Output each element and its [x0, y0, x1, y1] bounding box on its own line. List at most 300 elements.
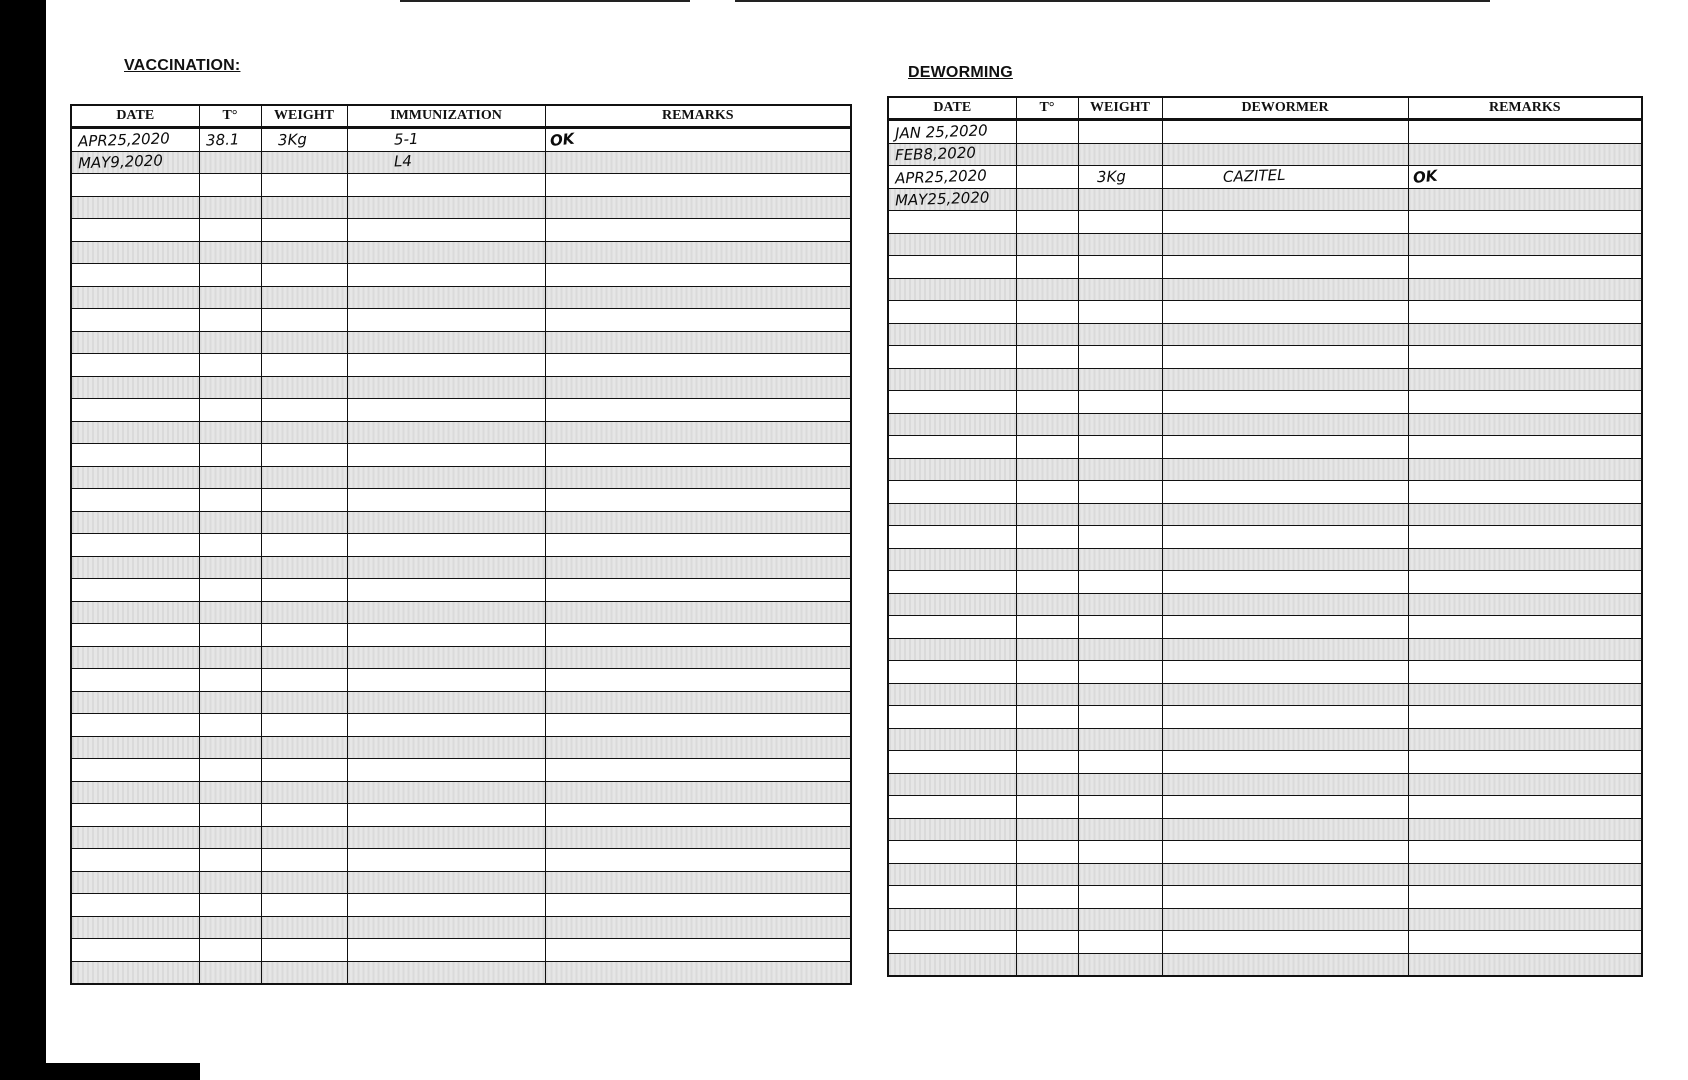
temperature-cell[interactable] [199, 916, 261, 939]
temperature-cell[interactable] [1016, 751, 1078, 774]
remarks-cell[interactable] [1408, 233, 1642, 256]
date-cell[interactable] [888, 256, 1016, 279]
dewormer-cell[interactable] [1162, 368, 1408, 391]
immunization-cell[interactable] [347, 511, 545, 534]
date-cell[interactable] [71, 781, 199, 804]
date-cell[interactable] [888, 188, 1016, 211]
temperature-cell[interactable] [199, 849, 261, 872]
weight-cell[interactable] [261, 174, 347, 197]
weight-cell[interactable] [1078, 908, 1162, 931]
dewormer-cell[interactable] [1162, 863, 1408, 886]
temperature-cell[interactable] [1016, 706, 1078, 729]
temperature-cell[interactable] [199, 556, 261, 579]
temperature-cell[interactable] [199, 961, 261, 984]
date-cell[interactable] [888, 638, 1016, 661]
remarks-cell[interactable] [545, 849, 851, 872]
dewormer-cell[interactable] [1162, 278, 1408, 301]
remarks-cell[interactable] [545, 421, 851, 444]
temperature-cell[interactable] [1016, 931, 1078, 954]
temperature-cell[interactable] [199, 444, 261, 467]
immunization-cell[interactable] [347, 241, 545, 264]
remarks-cell[interactable] [545, 219, 851, 242]
temperature-cell[interactable] [1016, 346, 1078, 369]
dewormer-cell[interactable] [1162, 458, 1408, 481]
remarks-cell[interactable] [1408, 796, 1642, 819]
temperature-cell[interactable] [199, 309, 261, 332]
weight-cell[interactable] [1078, 503, 1162, 526]
weight-cell[interactable] [1078, 233, 1162, 256]
date-cell[interactable] [71, 646, 199, 669]
remarks-cell[interactable] [1408, 638, 1642, 661]
weight-cell[interactable] [261, 871, 347, 894]
temperature-cell[interactable] [199, 286, 261, 309]
remarks-cell[interactable] [545, 174, 851, 197]
date-cell[interactable] [71, 151, 199, 174]
immunization-cell[interactable] [347, 489, 545, 512]
date-cell[interactable] [888, 661, 1016, 684]
remarks-cell[interactable] [1408, 683, 1642, 706]
temperature-cell[interactable] [1016, 953, 1078, 976]
temperature-cell[interactable] [1016, 728, 1078, 751]
temperature-cell[interactable] [199, 511, 261, 534]
date-cell[interactable] [71, 331, 199, 354]
dewormer-cell[interactable] [1162, 120, 1408, 144]
weight-cell[interactable] [1078, 616, 1162, 639]
date-cell[interactable] [888, 526, 1016, 549]
date-cell[interactable] [71, 241, 199, 264]
remarks-cell[interactable] [545, 826, 851, 849]
remarks-cell[interactable] [1408, 706, 1642, 729]
remarks-cell[interactable] [545, 939, 851, 962]
temperature-cell[interactable] [1016, 863, 1078, 886]
remarks-cell[interactable] [545, 241, 851, 264]
temperature-cell[interactable] [1016, 908, 1078, 931]
weight-cell[interactable] [1078, 346, 1162, 369]
temperature-cell[interactable] [199, 174, 261, 197]
date-cell[interactable] [888, 120, 1016, 144]
date-cell[interactable] [71, 736, 199, 759]
remarks-cell[interactable] [545, 646, 851, 669]
weight-cell[interactable] [261, 354, 347, 377]
temperature-cell[interactable] [199, 331, 261, 354]
date-cell[interactable] [71, 691, 199, 714]
temperature-cell[interactable] [1016, 436, 1078, 459]
immunization-cell[interactable] [347, 556, 545, 579]
immunization-cell[interactable] [347, 219, 545, 242]
weight-cell[interactable] [261, 444, 347, 467]
weight-cell[interactable] [1078, 593, 1162, 616]
remarks-cell[interactable] [545, 736, 851, 759]
weight-cell[interactable] [1078, 841, 1162, 864]
date-cell[interactable] [71, 849, 199, 872]
immunization-cell[interactable] [347, 399, 545, 422]
date-cell[interactable] [888, 413, 1016, 436]
date-cell[interactable] [71, 128, 199, 152]
dewormer-cell[interactable] [1162, 548, 1408, 571]
immunization-cell[interactable] [347, 286, 545, 309]
remarks-cell[interactable] [1408, 863, 1642, 886]
weight-cell[interactable] [261, 556, 347, 579]
temperature-cell[interactable] [1016, 143, 1078, 166]
dewormer-cell[interactable] [1162, 908, 1408, 931]
temperature-cell[interactable] [1016, 683, 1078, 706]
temperature-cell[interactable] [199, 826, 261, 849]
dewormer-cell[interactable] [1162, 346, 1408, 369]
temperature-cell[interactable] [199, 376, 261, 399]
weight-cell[interactable] [1078, 773, 1162, 796]
temperature-cell[interactable] [1016, 323, 1078, 346]
weight-cell[interactable] [261, 916, 347, 939]
temperature-cell[interactable] [1016, 593, 1078, 616]
date-cell[interactable] [888, 436, 1016, 459]
weight-cell[interactable] [1078, 548, 1162, 571]
dewormer-cell[interactable] [1162, 841, 1408, 864]
weight-cell[interactable] [261, 714, 347, 737]
remarks-cell[interactable] [1408, 953, 1642, 976]
remarks-cell[interactable] [545, 624, 851, 647]
dewormer-cell[interactable] [1162, 323, 1408, 346]
dewormer-cell[interactable] [1162, 211, 1408, 234]
remarks-cell[interactable] [1408, 301, 1642, 324]
temperature-cell[interactable] [1016, 458, 1078, 481]
date-cell[interactable] [888, 953, 1016, 976]
date-cell[interactable] [888, 211, 1016, 234]
date-cell[interactable] [71, 534, 199, 557]
immunization-cell[interactable] [347, 174, 545, 197]
temperature-cell[interactable] [199, 894, 261, 917]
remarks-cell[interactable] [1408, 256, 1642, 279]
temperature-cell[interactable] [199, 714, 261, 737]
date-cell[interactable] [888, 548, 1016, 571]
immunization-cell[interactable] [347, 128, 545, 152]
temperature-cell[interactable] [199, 804, 261, 827]
weight-cell[interactable] [1078, 120, 1162, 144]
remarks-cell[interactable] [1408, 120, 1642, 144]
dewormer-cell[interactable] [1162, 728, 1408, 751]
weight-cell[interactable] [261, 128, 347, 152]
weight-cell[interactable] [261, 466, 347, 489]
weight-cell[interactable] [261, 849, 347, 872]
weight-cell[interactable] [261, 691, 347, 714]
remarks-cell[interactable] [545, 669, 851, 692]
remarks-cell[interactable] [1408, 908, 1642, 931]
temperature-cell[interactable] [1016, 188, 1078, 211]
date-cell[interactable] [71, 601, 199, 624]
weight-cell[interactable] [261, 399, 347, 422]
weight-cell[interactable] [261, 894, 347, 917]
weight-cell[interactable] [1078, 683, 1162, 706]
immunization-cell[interactable] [347, 939, 545, 962]
date-cell[interactable] [71, 174, 199, 197]
temperature-cell[interactable] [1016, 773, 1078, 796]
weight-cell[interactable] [1078, 818, 1162, 841]
remarks-cell[interactable] [545, 264, 851, 287]
weight-cell[interactable] [261, 579, 347, 602]
temperature-cell[interactable] [199, 489, 261, 512]
remarks-cell[interactable] [545, 151, 851, 174]
dewormer-cell[interactable] [1162, 526, 1408, 549]
date-cell[interactable] [71, 196, 199, 219]
date-cell[interactable] [71, 826, 199, 849]
weight-cell[interactable] [261, 736, 347, 759]
remarks-cell[interactable] [545, 601, 851, 624]
weight-cell[interactable] [1078, 413, 1162, 436]
remarks-cell[interactable] [545, 534, 851, 557]
dewormer-cell[interactable] [1162, 143, 1408, 166]
date-cell[interactable] [888, 593, 1016, 616]
date-cell[interactable] [888, 166, 1016, 189]
remarks-cell[interactable] [545, 781, 851, 804]
immunization-cell[interactable] [347, 264, 545, 287]
temperature-cell[interactable] [199, 871, 261, 894]
remarks-cell[interactable] [1408, 593, 1642, 616]
temperature-cell[interactable] [199, 939, 261, 962]
remarks-cell[interactable] [1408, 818, 1642, 841]
temperature-cell[interactable] [199, 264, 261, 287]
remarks-cell[interactable] [1408, 751, 1642, 774]
weight-cell[interactable] [1078, 526, 1162, 549]
date-cell[interactable] [888, 616, 1016, 639]
temperature-cell[interactable] [1016, 526, 1078, 549]
temperature-cell[interactable] [199, 624, 261, 647]
immunization-cell[interactable] [347, 781, 545, 804]
weight-cell[interactable] [261, 669, 347, 692]
remarks-cell[interactable] [1408, 931, 1642, 954]
weight-cell[interactable] [1078, 571, 1162, 594]
temperature-cell[interactable] [199, 219, 261, 242]
date-cell[interactable] [71, 399, 199, 422]
date-cell[interactable] [888, 683, 1016, 706]
weight-cell[interactable] [261, 534, 347, 557]
temperature-cell[interactable] [1016, 503, 1078, 526]
remarks-cell[interactable] [1408, 436, 1642, 459]
dewormer-cell[interactable] [1162, 256, 1408, 279]
temperature-cell[interactable] [1016, 256, 1078, 279]
date-cell[interactable] [888, 908, 1016, 931]
remarks-cell[interactable] [1408, 728, 1642, 751]
remarks-cell[interactable] [545, 961, 851, 984]
date-cell[interactable] [888, 863, 1016, 886]
remarks-cell[interactable] [545, 556, 851, 579]
weight-cell[interactable] [261, 826, 347, 849]
weight-cell[interactable] [1078, 638, 1162, 661]
temperature-cell[interactable] [1016, 616, 1078, 639]
temperature-cell[interactable] [1016, 796, 1078, 819]
immunization-cell[interactable] [347, 714, 545, 737]
date-cell[interactable] [71, 961, 199, 984]
weight-cell[interactable] [261, 151, 347, 174]
date-cell[interactable] [71, 489, 199, 512]
remarks-cell[interactable] [545, 804, 851, 827]
temperature-cell[interactable] [199, 601, 261, 624]
date-cell[interactable] [71, 286, 199, 309]
remarks-cell[interactable] [1408, 143, 1642, 166]
dewormer-cell[interactable] [1162, 796, 1408, 819]
temperature-cell[interactable] [1016, 818, 1078, 841]
temperature-cell[interactable] [199, 466, 261, 489]
date-cell[interactable] [71, 759, 199, 782]
temperature-cell[interactable] [199, 579, 261, 602]
date-cell[interactable] [888, 368, 1016, 391]
dewormer-cell[interactable] [1162, 593, 1408, 616]
weight-cell[interactable] [261, 961, 347, 984]
dewormer-cell[interactable] [1162, 818, 1408, 841]
remarks-cell[interactable] [545, 399, 851, 422]
weight-cell[interactable] [1078, 436, 1162, 459]
date-cell[interactable] [71, 871, 199, 894]
remarks-cell[interactable] [1408, 211, 1642, 234]
date-cell[interactable] [71, 376, 199, 399]
remarks-cell[interactable] [545, 128, 851, 152]
date-cell[interactable] [888, 503, 1016, 526]
weight-cell[interactable] [261, 624, 347, 647]
date-cell[interactable] [888, 751, 1016, 774]
weight-cell[interactable] [1078, 211, 1162, 234]
remarks-cell[interactable] [545, 579, 851, 602]
immunization-cell[interactable] [347, 601, 545, 624]
weight-cell[interactable] [1078, 458, 1162, 481]
date-cell[interactable] [888, 458, 1016, 481]
dewormer-cell[interactable] [1162, 931, 1408, 954]
immunization-cell[interactable] [347, 691, 545, 714]
dewormer-cell[interactable] [1162, 233, 1408, 256]
weight-cell[interactable] [261, 241, 347, 264]
temperature-cell[interactable] [1016, 211, 1078, 234]
temperature-cell[interactable] [199, 151, 261, 174]
dewormer-cell[interactable] [1162, 481, 1408, 504]
temperature-cell[interactable] [1016, 413, 1078, 436]
temperature-cell[interactable] [199, 736, 261, 759]
weight-cell[interactable] [1078, 188, 1162, 211]
weight-cell[interactable] [1078, 863, 1162, 886]
date-cell[interactable] [888, 796, 1016, 819]
temperature-cell[interactable] [1016, 301, 1078, 324]
immunization-cell[interactable] [347, 354, 545, 377]
temperature-cell[interactable] [1016, 571, 1078, 594]
date-cell[interactable] [71, 466, 199, 489]
dewormer-cell[interactable] [1162, 886, 1408, 909]
dewormer-cell[interactable] [1162, 751, 1408, 774]
weight-cell[interactable] [1078, 931, 1162, 954]
remarks-cell[interactable] [545, 871, 851, 894]
temperature-cell[interactable] [1016, 886, 1078, 909]
temperature-cell[interactable] [1016, 120, 1078, 144]
immunization-cell[interactable] [347, 444, 545, 467]
weight-cell[interactable] [1078, 661, 1162, 684]
weight-cell[interactable] [261, 781, 347, 804]
date-cell[interactable] [71, 511, 199, 534]
remarks-cell[interactable] [545, 691, 851, 714]
date-cell[interactable] [71, 916, 199, 939]
temperature-cell[interactable] [1016, 638, 1078, 661]
immunization-cell[interactable] [347, 151, 545, 174]
date-cell[interactable] [71, 624, 199, 647]
temperature-cell[interactable] [1016, 841, 1078, 864]
weight-cell[interactable] [1078, 751, 1162, 774]
weight-cell[interactable] [261, 196, 347, 219]
remarks-cell[interactable] [1408, 548, 1642, 571]
weight-cell[interactable] [1078, 323, 1162, 346]
remarks-cell[interactable] [545, 894, 851, 917]
immunization-cell[interactable] [347, 534, 545, 557]
remarks-cell[interactable] [1408, 616, 1642, 639]
weight-cell[interactable] [261, 376, 347, 399]
remarks-cell[interactable] [545, 466, 851, 489]
dewormer-cell[interactable] [1162, 773, 1408, 796]
immunization-cell[interactable] [347, 736, 545, 759]
remarks-cell[interactable] [545, 196, 851, 219]
immunization-cell[interactable] [347, 669, 545, 692]
date-cell[interactable] [71, 309, 199, 332]
weight-cell[interactable] [1078, 481, 1162, 504]
dewormer-cell[interactable] [1162, 503, 1408, 526]
date-cell[interactable] [71, 219, 199, 242]
dewormer-cell[interactable] [1162, 683, 1408, 706]
date-cell[interactable] [888, 481, 1016, 504]
temperature-cell[interactable] [199, 196, 261, 219]
dewormer-cell[interactable] [1162, 616, 1408, 639]
weight-cell[interactable] [261, 804, 347, 827]
immunization-cell[interactable] [347, 826, 545, 849]
remarks-cell[interactable] [1408, 346, 1642, 369]
remarks-cell[interactable] [1408, 841, 1642, 864]
dewormer-cell[interactable] [1162, 188, 1408, 211]
remarks-cell[interactable] [1408, 166, 1642, 189]
weight-cell[interactable] [1078, 368, 1162, 391]
dewormer-cell[interactable] [1162, 953, 1408, 976]
immunization-cell[interactable] [347, 331, 545, 354]
remarks-cell[interactable] [1408, 391, 1642, 414]
dewormer-cell[interactable] [1162, 706, 1408, 729]
weight-cell[interactable] [261, 939, 347, 962]
temperature-cell[interactable] [199, 399, 261, 422]
immunization-cell[interactable] [347, 916, 545, 939]
remarks-cell[interactable] [1408, 413, 1642, 436]
temperature-cell[interactable] [199, 691, 261, 714]
remarks-cell[interactable] [545, 286, 851, 309]
date-cell[interactable] [71, 669, 199, 692]
date-cell[interactable] [71, 556, 199, 579]
weight-cell[interactable] [1078, 256, 1162, 279]
weight-cell[interactable] [261, 511, 347, 534]
date-cell[interactable] [71, 421, 199, 444]
weight-cell[interactable] [261, 421, 347, 444]
weight-cell[interactable] [261, 601, 347, 624]
weight-cell[interactable] [261, 759, 347, 782]
temperature-cell[interactable] [199, 759, 261, 782]
remarks-cell[interactable] [1408, 526, 1642, 549]
temperature-cell[interactable] [1016, 548, 1078, 571]
weight-cell[interactable] [1078, 796, 1162, 819]
weight-cell[interactable] [261, 646, 347, 669]
date-cell[interactable] [71, 939, 199, 962]
date-cell[interactable] [71, 804, 199, 827]
remarks-cell[interactable] [545, 444, 851, 467]
date-cell[interactable] [71, 579, 199, 602]
date-cell[interactable] [71, 444, 199, 467]
date-cell[interactable] [888, 773, 1016, 796]
remarks-cell[interactable] [1408, 571, 1642, 594]
remarks-cell[interactable] [1408, 886, 1642, 909]
date-cell[interactable] [888, 278, 1016, 301]
temperature-cell[interactable] [199, 128, 261, 152]
remarks-cell[interactable] [1408, 188, 1642, 211]
temperature-cell[interactable] [1016, 391, 1078, 414]
date-cell[interactable] [888, 301, 1016, 324]
remarks-cell[interactable] [1408, 323, 1642, 346]
immunization-cell[interactable] [347, 466, 545, 489]
date-cell[interactable] [888, 323, 1016, 346]
